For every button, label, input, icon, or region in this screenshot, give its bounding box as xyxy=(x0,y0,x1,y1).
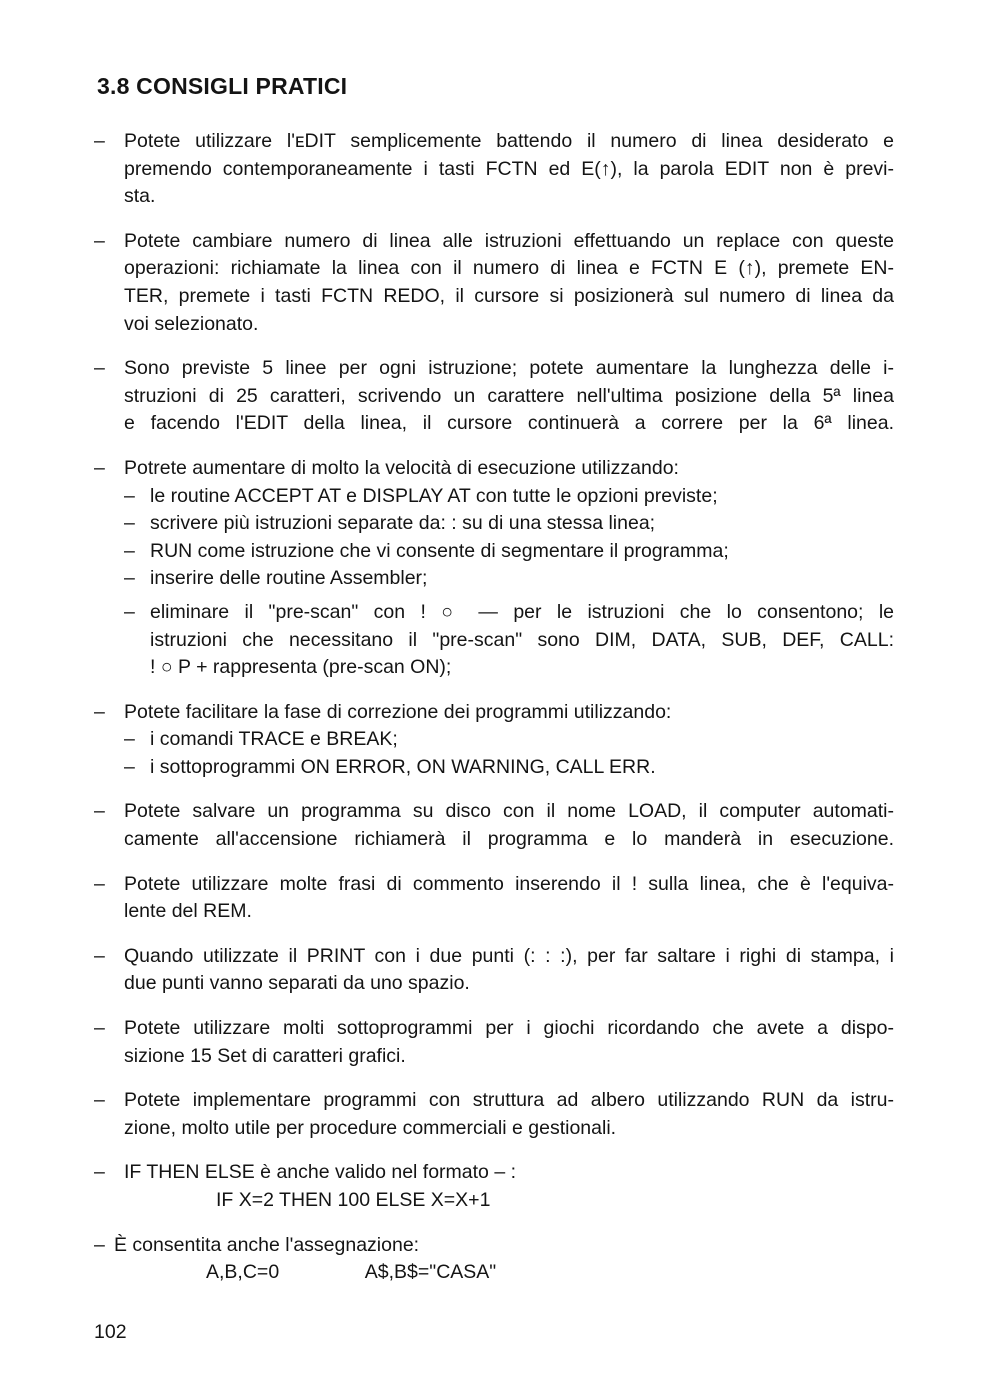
bullet-dash: – xyxy=(124,755,135,778)
text-line: i sottoprogrammi ON ERROR, ON WARNING, CALL ERR. xyxy=(150,755,656,778)
text-line: Potete utilizzare molte frasi di commento inserendo il ! sulla linea, che è l'equiva- xyxy=(124,872,894,895)
sub-item xyxy=(124,754,894,782)
bullet-dash: – xyxy=(94,1017,105,1040)
bullet-dash: – xyxy=(94,872,105,895)
bullet-dash: – xyxy=(124,512,135,535)
text-line: voi selezionato. xyxy=(124,312,259,335)
text-line: Potete salvare un programma su disco con il nome LOAD, il computer automati- xyxy=(124,800,894,823)
code-example: A,B,C=0 A$,B$="CASA" xyxy=(206,1261,497,1284)
tip-item xyxy=(94,1087,894,1142)
tip-item xyxy=(94,128,894,211)
bullet-dash: – xyxy=(94,357,105,380)
page-number: 102 xyxy=(94,1321,127,1343)
bullet-dash: – xyxy=(94,456,105,479)
text-line: eliminare il "pre-scan" con ! ○ — per le istruzioni che lo consentono; le xyxy=(150,600,894,623)
bullet-dash: – xyxy=(124,484,135,507)
bullet-dash: – xyxy=(124,600,135,623)
text-line: Potete facilitare la fase di correzione dei programmi utilizzando: xyxy=(124,700,672,723)
text-line: È consentita anche l'assegnazione: xyxy=(114,1233,420,1256)
text-line: sta. xyxy=(124,185,156,208)
text-line: e facendo l'EDIT della linea, il cursore continuerà a correre per la 6ª linea. xyxy=(124,412,894,435)
tip-item xyxy=(94,1232,894,1287)
text-line: ! ○ P + rappresenta (pre-scan ON); xyxy=(150,656,452,679)
text-line: Potete utilizzare molti sottoprogrammi per i giochi ricordando che avete a dispo- xyxy=(124,1017,894,1040)
text-line: IF THEN ELSE è anche valido nel formato – : xyxy=(124,1161,516,1184)
bullet-dash: – xyxy=(94,700,105,723)
text-line: Potete implementare programmi con struttura ad albero utilizzando RUN da istru- xyxy=(124,1089,894,1112)
text-line: due punti vanno separati da uno spazio. xyxy=(124,972,470,995)
code-example: IF X=2 THEN 100 ELSE X=X+1 xyxy=(216,1189,491,1211)
text-line: Sono previste 5 linee per ogni istruzione; potete aumentare la lunghezza delle i- xyxy=(124,357,894,380)
text-line: operazioni: richiamate la linea con il numero di linea e FCTN E (↑), premete EN- xyxy=(124,257,894,280)
bullet-dash: – xyxy=(94,800,105,823)
bullet-dash: – xyxy=(94,1233,105,1256)
bullet-dash: – xyxy=(124,567,135,590)
bullet-dash: – xyxy=(124,728,135,751)
text-line: zione, molto utile per procedure commerciali e gestionali. xyxy=(124,1116,617,1139)
text-line: Potete utilizzare l'ᴇDIT semplicemente battendo il numero di linea desiderato e xyxy=(124,130,894,152)
bullet-dash: – xyxy=(94,1161,105,1184)
text-line: istruzioni che necessitano il "pre-scan" sono DIM, DATA, SUB, DEF, CALL: xyxy=(150,628,894,651)
text-line: TER, premete i tasti FCTN REDO, il cursore si posizionerà sul numero di linea da xyxy=(124,284,894,307)
sub-item xyxy=(124,565,894,593)
tip-item xyxy=(94,699,894,782)
bullet-dash: – xyxy=(94,130,105,152)
tip-item xyxy=(94,1015,894,1070)
sub-item xyxy=(124,538,894,566)
text-line: RUN come istruzione che vi consente di segmentare il programma; xyxy=(150,539,729,562)
text-line: scrivere più istruzioni separate da: : su di una stessa linea; xyxy=(150,512,656,535)
sub-item xyxy=(124,599,894,682)
tip-item xyxy=(94,228,894,338)
text-line: lente del REM. xyxy=(124,900,252,923)
bullet-dash: – xyxy=(124,539,135,562)
tips-list xyxy=(94,128,894,1304)
bullet-dash: – xyxy=(94,1089,105,1112)
text-line: camente all'accensione richiamerà il programma e lo manderà in esecuzione. xyxy=(124,828,894,851)
tip-item xyxy=(94,355,894,438)
tip-item xyxy=(94,798,894,853)
text-line: sizione 15 Set di caratteri grafici. xyxy=(124,1044,406,1067)
tip-item xyxy=(94,871,894,926)
section-heading: 3.8 CONSIGLI PRATICI xyxy=(97,73,348,99)
tip-item xyxy=(94,1159,894,1214)
text-line: i comandi TRACE e BREAK; xyxy=(150,728,398,751)
text-line: inserire delle routine Assembler; xyxy=(150,567,428,590)
text-line: Quando utilizzate il PRINT con i due punti (: : :), per far saltare i righi di stampa, i xyxy=(124,944,894,967)
sub-item xyxy=(124,483,894,511)
tip-item xyxy=(94,455,894,682)
bullet-dash: – xyxy=(94,944,105,967)
text-line: struzioni di 25 caratteri, scrivendo un carattere nell'ultima posizione della 5ª linea xyxy=(124,384,894,407)
sub-item xyxy=(124,510,894,538)
text-line: le routine ACCEPT AT e DISPLAY AT con tutte le opzioni previste; xyxy=(150,484,718,507)
text-line: premendo contemporaneamente i tasti FCTN ed E(↑), la parola EDIT non è previ- xyxy=(124,157,894,180)
sub-item xyxy=(124,726,894,754)
tip-item xyxy=(94,943,894,998)
text-line: Potete cambiare numero di linea alle istruzioni effettuando un replace con queste xyxy=(124,229,894,252)
text-line: Potrete aumentare di molto la velocità di esecuzione utilizzando: xyxy=(124,456,679,479)
bullet-dash: – xyxy=(94,229,105,252)
